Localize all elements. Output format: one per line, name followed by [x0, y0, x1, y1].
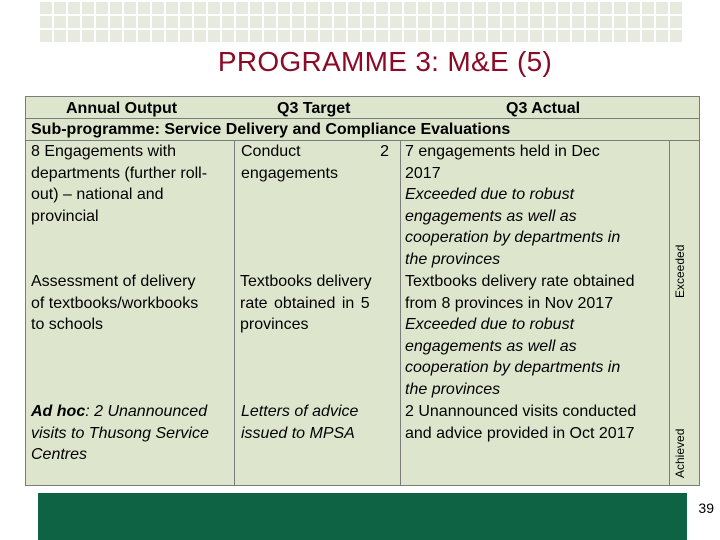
grid-square — [558, 16, 570, 28]
header-q3-actual: Q3 Actual — [506, 100, 581, 117]
grid-square — [600, 16, 612, 28]
grid-square — [264, 2, 276, 14]
grid-square — [558, 30, 570, 42]
grid-square — [138, 2, 150, 14]
grid-square — [348, 30, 360, 42]
grid-square — [152, 2, 164, 14]
grid-square — [96, 16, 108, 28]
grid-square — [348, 16, 360, 28]
grid-square — [264, 30, 276, 42]
grid-square — [614, 30, 626, 42]
row2-actual: Textbooks delivery rate obtained from 8 provinces in Nov 2017 Exceeded due to robust engagements as well as cooperation by departments in the provinces — [405, 273, 635, 398]
row1-actual: 7 engagements held in Dec 2017 Exceeded due to robust engagements as well as cooperation by departments in the provinces — [405, 143, 621, 268]
grid-square — [166, 2, 178, 14]
grid-square — [502, 16, 514, 28]
grid-square — [82, 2, 94, 14]
grid-square — [138, 16, 150, 28]
grid-square — [250, 2, 262, 14]
grid-square — [124, 30, 136, 42]
grid-square — [222, 2, 234, 14]
row1-target: Conduct 2 engagements — [241, 143, 389, 182]
grid-square — [670, 2, 682, 14]
row2-target: Textbooks delivery rate obtained in 5 provinces — [240, 273, 372, 334]
grid-square — [404, 2, 416, 14]
grid-square — [586, 30, 598, 42]
grid-square — [208, 2, 220, 14]
grid-square — [292, 30, 304, 42]
grid-square — [474, 30, 486, 42]
grid-square — [586, 2, 598, 14]
grid-square — [656, 2, 668, 14]
grid-square — [600, 2, 612, 14]
grid-square — [362, 16, 374, 28]
grid-square — [516, 30, 528, 42]
grid-square — [110, 30, 122, 42]
grid-square — [96, 2, 108, 14]
grid-square — [628, 30, 640, 42]
footer-bar — [38, 493, 687, 540]
grid-square — [82, 16, 94, 28]
grid-square — [600, 30, 612, 42]
grid-square — [390, 2, 402, 14]
grid-square — [670, 30, 682, 42]
grid-square — [152, 16, 164, 28]
grid-square — [530, 16, 542, 28]
grid-square — [180, 16, 192, 28]
grid-square — [222, 16, 234, 28]
grid-square — [208, 30, 220, 42]
grid-square — [306, 16, 318, 28]
grid-square — [306, 2, 318, 14]
grid-square — [488, 30, 500, 42]
grid-square — [404, 30, 416, 42]
status-exceeded: Exceeded — [673, 244, 687, 298]
grid-square — [418, 30, 430, 42]
grid-square — [278, 16, 290, 28]
grid-square — [502, 30, 514, 42]
grid-square — [166, 16, 178, 28]
grid-square — [362, 30, 374, 42]
subprogramme-title: Sub-programme: Service Delivery and Compliance Evaluations — [31, 121, 511, 138]
grid-square — [208, 16, 220, 28]
grid-square — [530, 30, 542, 42]
page-number: 39 — [698, 500, 714, 516]
grid-square — [572, 2, 584, 14]
status-achieved: Achieved — [673, 428, 687, 478]
grid-square — [572, 30, 584, 42]
grid-square — [586, 16, 598, 28]
row1-output: 8 Engagements with departments (further roll- out) – national and provincial — [31, 143, 208, 225]
grid-square — [82, 30, 94, 42]
grid-square — [446, 30, 458, 42]
grid-square — [530, 2, 542, 14]
grid-square — [54, 16, 66, 28]
grid-square — [40, 2, 52, 14]
decorative-grid — [40, 0, 690, 44]
grid-square — [292, 2, 304, 14]
grid-square — [628, 2, 640, 14]
grid-square — [348, 2, 360, 14]
results-table — [25, 96, 700, 486]
grid-square — [194, 30, 206, 42]
grid-square — [516, 16, 528, 28]
grid-square — [502, 2, 514, 14]
grid-square — [278, 30, 290, 42]
slide-title: PROGRAMME 3: M&E (5) — [217, 46, 553, 77]
grid-square — [180, 2, 192, 14]
grid-square — [236, 16, 248, 28]
grid-square — [236, 2, 248, 14]
grid-square — [96, 30, 108, 42]
grid-square — [516, 2, 528, 14]
grid-square — [68, 2, 80, 14]
grid-square — [236, 30, 248, 42]
grid-square — [334, 30, 346, 42]
grid-square — [656, 30, 668, 42]
grid-square — [222, 30, 234, 42]
grid-square — [376, 16, 388, 28]
grid-square — [404, 16, 416, 28]
grid-square — [180, 30, 192, 42]
grid-square — [628, 16, 640, 28]
grid-square — [390, 30, 402, 42]
grid-square — [642, 16, 654, 28]
grid-square — [320, 2, 332, 14]
grid-square — [54, 30, 66, 42]
grid-square — [544, 16, 556, 28]
grid-square — [432, 16, 444, 28]
grid-square — [642, 2, 654, 14]
grid-square — [670, 16, 682, 28]
grid-square — [656, 16, 668, 28]
grid-square — [250, 16, 262, 28]
grid-square — [306, 30, 318, 42]
grid-square — [376, 2, 388, 14]
grid-square — [474, 16, 486, 28]
grid-square — [194, 16, 206, 28]
grid-square — [362, 2, 374, 14]
grid-square — [40, 16, 52, 28]
grid-square — [250, 30, 262, 42]
grid-square — [110, 16, 122, 28]
row3-target: Letters of advice issued to MPSA — [241, 403, 359, 442]
grid-square — [166, 30, 178, 42]
grid-square — [334, 2, 346, 14]
grid-square — [614, 2, 626, 14]
header-q3-target: Q3 Target — [277, 100, 351, 117]
grid-square — [474, 2, 486, 14]
grid-square — [460, 30, 472, 42]
grid-square — [320, 30, 332, 42]
grid-square — [488, 2, 500, 14]
row3-output: Ad hoc: 2 Unannounced visits to Thusong Service Centres — [31, 403, 209, 464]
grid-square — [264, 16, 276, 28]
grid-square — [278, 2, 290, 14]
grid-square — [572, 16, 584, 28]
grid-square — [124, 2, 136, 14]
row2-output: Assessment of delivery of textbooks/workbooks to schools — [31, 273, 199, 334]
grid-square — [54, 2, 66, 14]
grid-square — [418, 2, 430, 14]
grid-square — [152, 30, 164, 42]
grid-square — [544, 30, 556, 42]
grid-square — [544, 2, 556, 14]
grid-square — [488, 16, 500, 28]
grid-square — [68, 16, 80, 28]
grid-square — [446, 2, 458, 14]
grid-square — [138, 30, 150, 42]
grid-square — [376, 30, 388, 42]
grid-square — [432, 2, 444, 14]
grid-square — [40, 30, 52, 42]
grid-square — [110, 2, 122, 14]
grid-square — [432, 30, 444, 42]
grid-square — [68, 30, 80, 42]
grid-square — [558, 2, 570, 14]
grid-square — [292, 16, 304, 28]
grid-square — [334, 16, 346, 28]
grid-square — [614, 16, 626, 28]
grid-square — [460, 16, 472, 28]
row3-actual: 2 Unannounced visits conducted and advice provided in Oct 2017 — [405, 403, 637, 442]
grid-square — [320, 16, 332, 28]
grid-square — [194, 2, 206, 14]
grid-square — [124, 16, 136, 28]
grid-square — [446, 16, 458, 28]
grid-square — [642, 30, 654, 42]
grid-square — [418, 16, 430, 28]
grid-square — [460, 2, 472, 14]
grid-square — [390, 16, 402, 28]
header-annual-output: Annual Output — [66, 100, 178, 117]
